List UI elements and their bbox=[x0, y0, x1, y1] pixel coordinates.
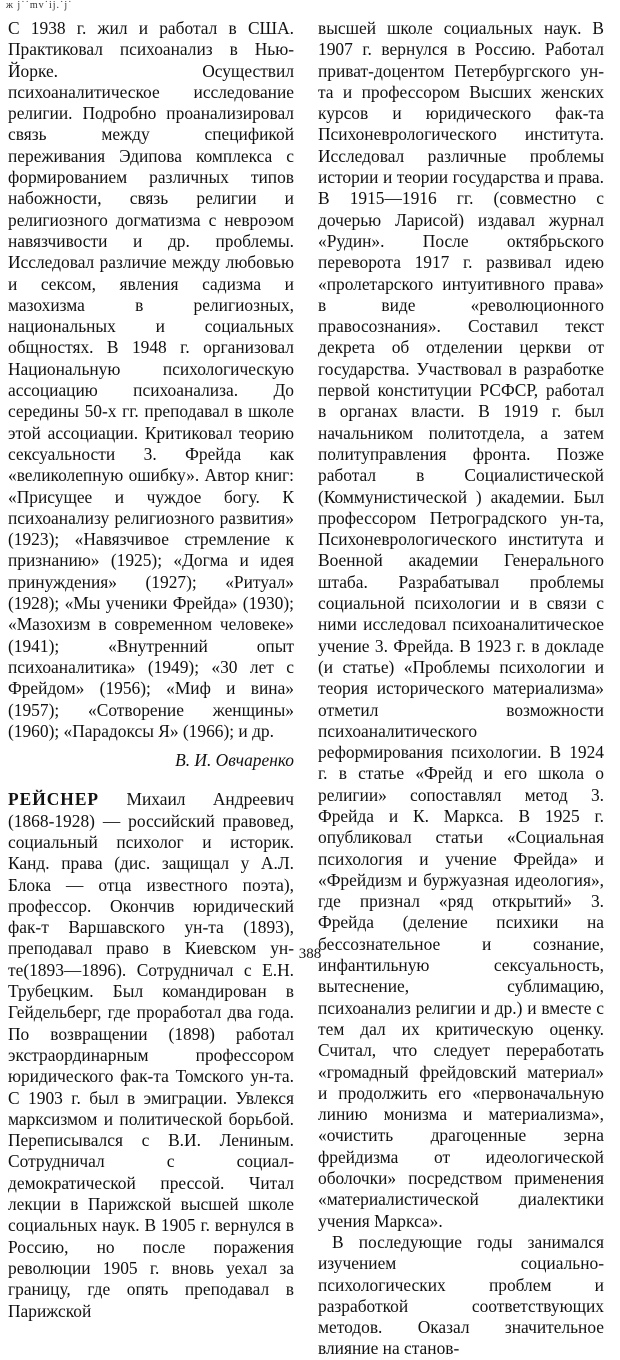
right-paragraph-2: В последующие годы занимался изучением социально-психологических проблем и разработкой соответствующих методов. Оказал значительное влияние на станов- bbox=[318, 1231, 604, 1359]
entry-text: Михаил Андреевич (1868-1928) — российский правовед, социальный психолог и историк. Канд. права (дис. защищал у А.Л. Блока — отца известного поэта), профессор. Окончив юридический фак-т Варшавского ун-та (1893), преподавал право в Киевском ун-те(1893—1896). Сотрудничал с Е.Н. Трубецким. Был командирован в Гейдельберг, где проработал два года. По возвращении (1898) работал экстраординарным профессором юридического фак-та Томского ун-та. С 1903 г. был в эмиграции. Увлекся марксизмом и политической борьбой. Переписывался с В.И. Лениным. Сотрудничал с социал-демократической прессой. Читал лекции в Парижской высшей школе социальных наук. В 1905 г. вернулся в Россию, но после поражения революции 1905 г. вновь уехал за границу, где опять преподавал в Парижской bbox=[8, 789, 294, 1321]
left-column bbox=[8, 18, 294, 1322]
left-paragraph-1: С 1938 г. жил и работал в США. Практиковал психоанализ в Нью-Йорке. Осуществил психоаналитическое исследование религии. Подробно проанализировал связь между спецификой переживания Эдипова комплекса с формированием различных типов набожности, связь религии и религиозного догматизма с невроэом навязчивости и др. проблемы. Исследовал различие между любовью и сексом, явления садизма и мазохизма в религиозных, национальных и социальных общностях. В 1948 г. организовал Национальную психологическую ассоциацию психоанализа. До середины 50-х гг. преподавал в школе этой ассоциации. Критиковал теорию сексуальности 3. Фрейда как «великолепную ошибку». Автор книг: «Присущее и чуждое богу. К психоанализу религиозного развития» (1923); «Навязчивое стремление к признанию» (1925); «Догма и идея принуждения» (1927); «Ритуал» (1928); «Мы ученики Фрейда» (1930); «Мазохизм в современном человеке» (1941); «Внутренний опыт психоаналитика» (1949); «30 лет с Фрейдом» (1956); «Миф и вина» (1957); «Сотворение женщины» (1960); «Парадоксы Я» (1966); и др. bbox=[8, 18, 294, 741]
header-mark: ж ј˙˙mv˙ij.˙j˙ bbox=[6, 0, 73, 11]
entry-paragraph bbox=[8, 789, 294, 1321]
entry-headword: РЕЙСНЕР bbox=[8, 789, 100, 810]
page-number: 388 bbox=[298, 946, 322, 962]
article-author: В. И. Овчаренко bbox=[175, 750, 294, 771]
right-column bbox=[318, 18, 604, 1360]
right-paragraph-1: высшей школе социальных наук. В 1907 г. вернулся в Россию. Работал приват-доцентом Петербургского ун-та и профессором Высших женских курсов и юридического фак-та Психоневрологического института. Исследовал различные проблемы истории и теории государства и права. В 1915—1916 гг. (совместно с дочерью Ларисой) издавал журнал «Рудин». После октябрьского переворота 1917 г. развивал идею «пролетарского интуитивного права» в виде «революционного правосознания». Составил текст декрета об отделении церкви от государства. Участвовал в разработке первой конституции РСФСР, работал в органах власти. В 1919 г. был начальником политотдела, а затем политуправления фронта. Позже работал в Социалистической (Коммунистической ) академии. Был профессором Петроградского ун-та, Психоневрологического института и Военной академии Генерального штаба. Разрабатывал проблемы социальной психологии и в связи с ними исследовал психоаналитическое учение 3. Фрейда. В 1923 г. в докладе (и статье) «Проблемы психологии и теория исторического материализма» отметил возможности психоаналитического реформирования психологии. В 1924 г. в статье «Фрейд и его школа о религии» сопоставлял метод 3. Фрейда и К. Маркса. В 1925 г. опубликовал статьи «Социальная психология и учение Фрейда» и «Фрейдизм и буржуазная идеология», где признал «ряд открытий» 3. Фрейда (деление психики на бессознательное и сознание, инфантильную сексуальность, вытеснение, сублимацию, психоанализ религии и др.) и вместе с тем дал их критическую оценку. Считал, что следует переработать «громадный фрейдовский материал» и продолжить его «первоначальную линию монизма и материализма», «очистить драгоценные зерна фрейдизма от идеологической оболочки» посредством применения «материалистической диалектики учения Маркса». bbox=[318, 18, 604, 1231]
